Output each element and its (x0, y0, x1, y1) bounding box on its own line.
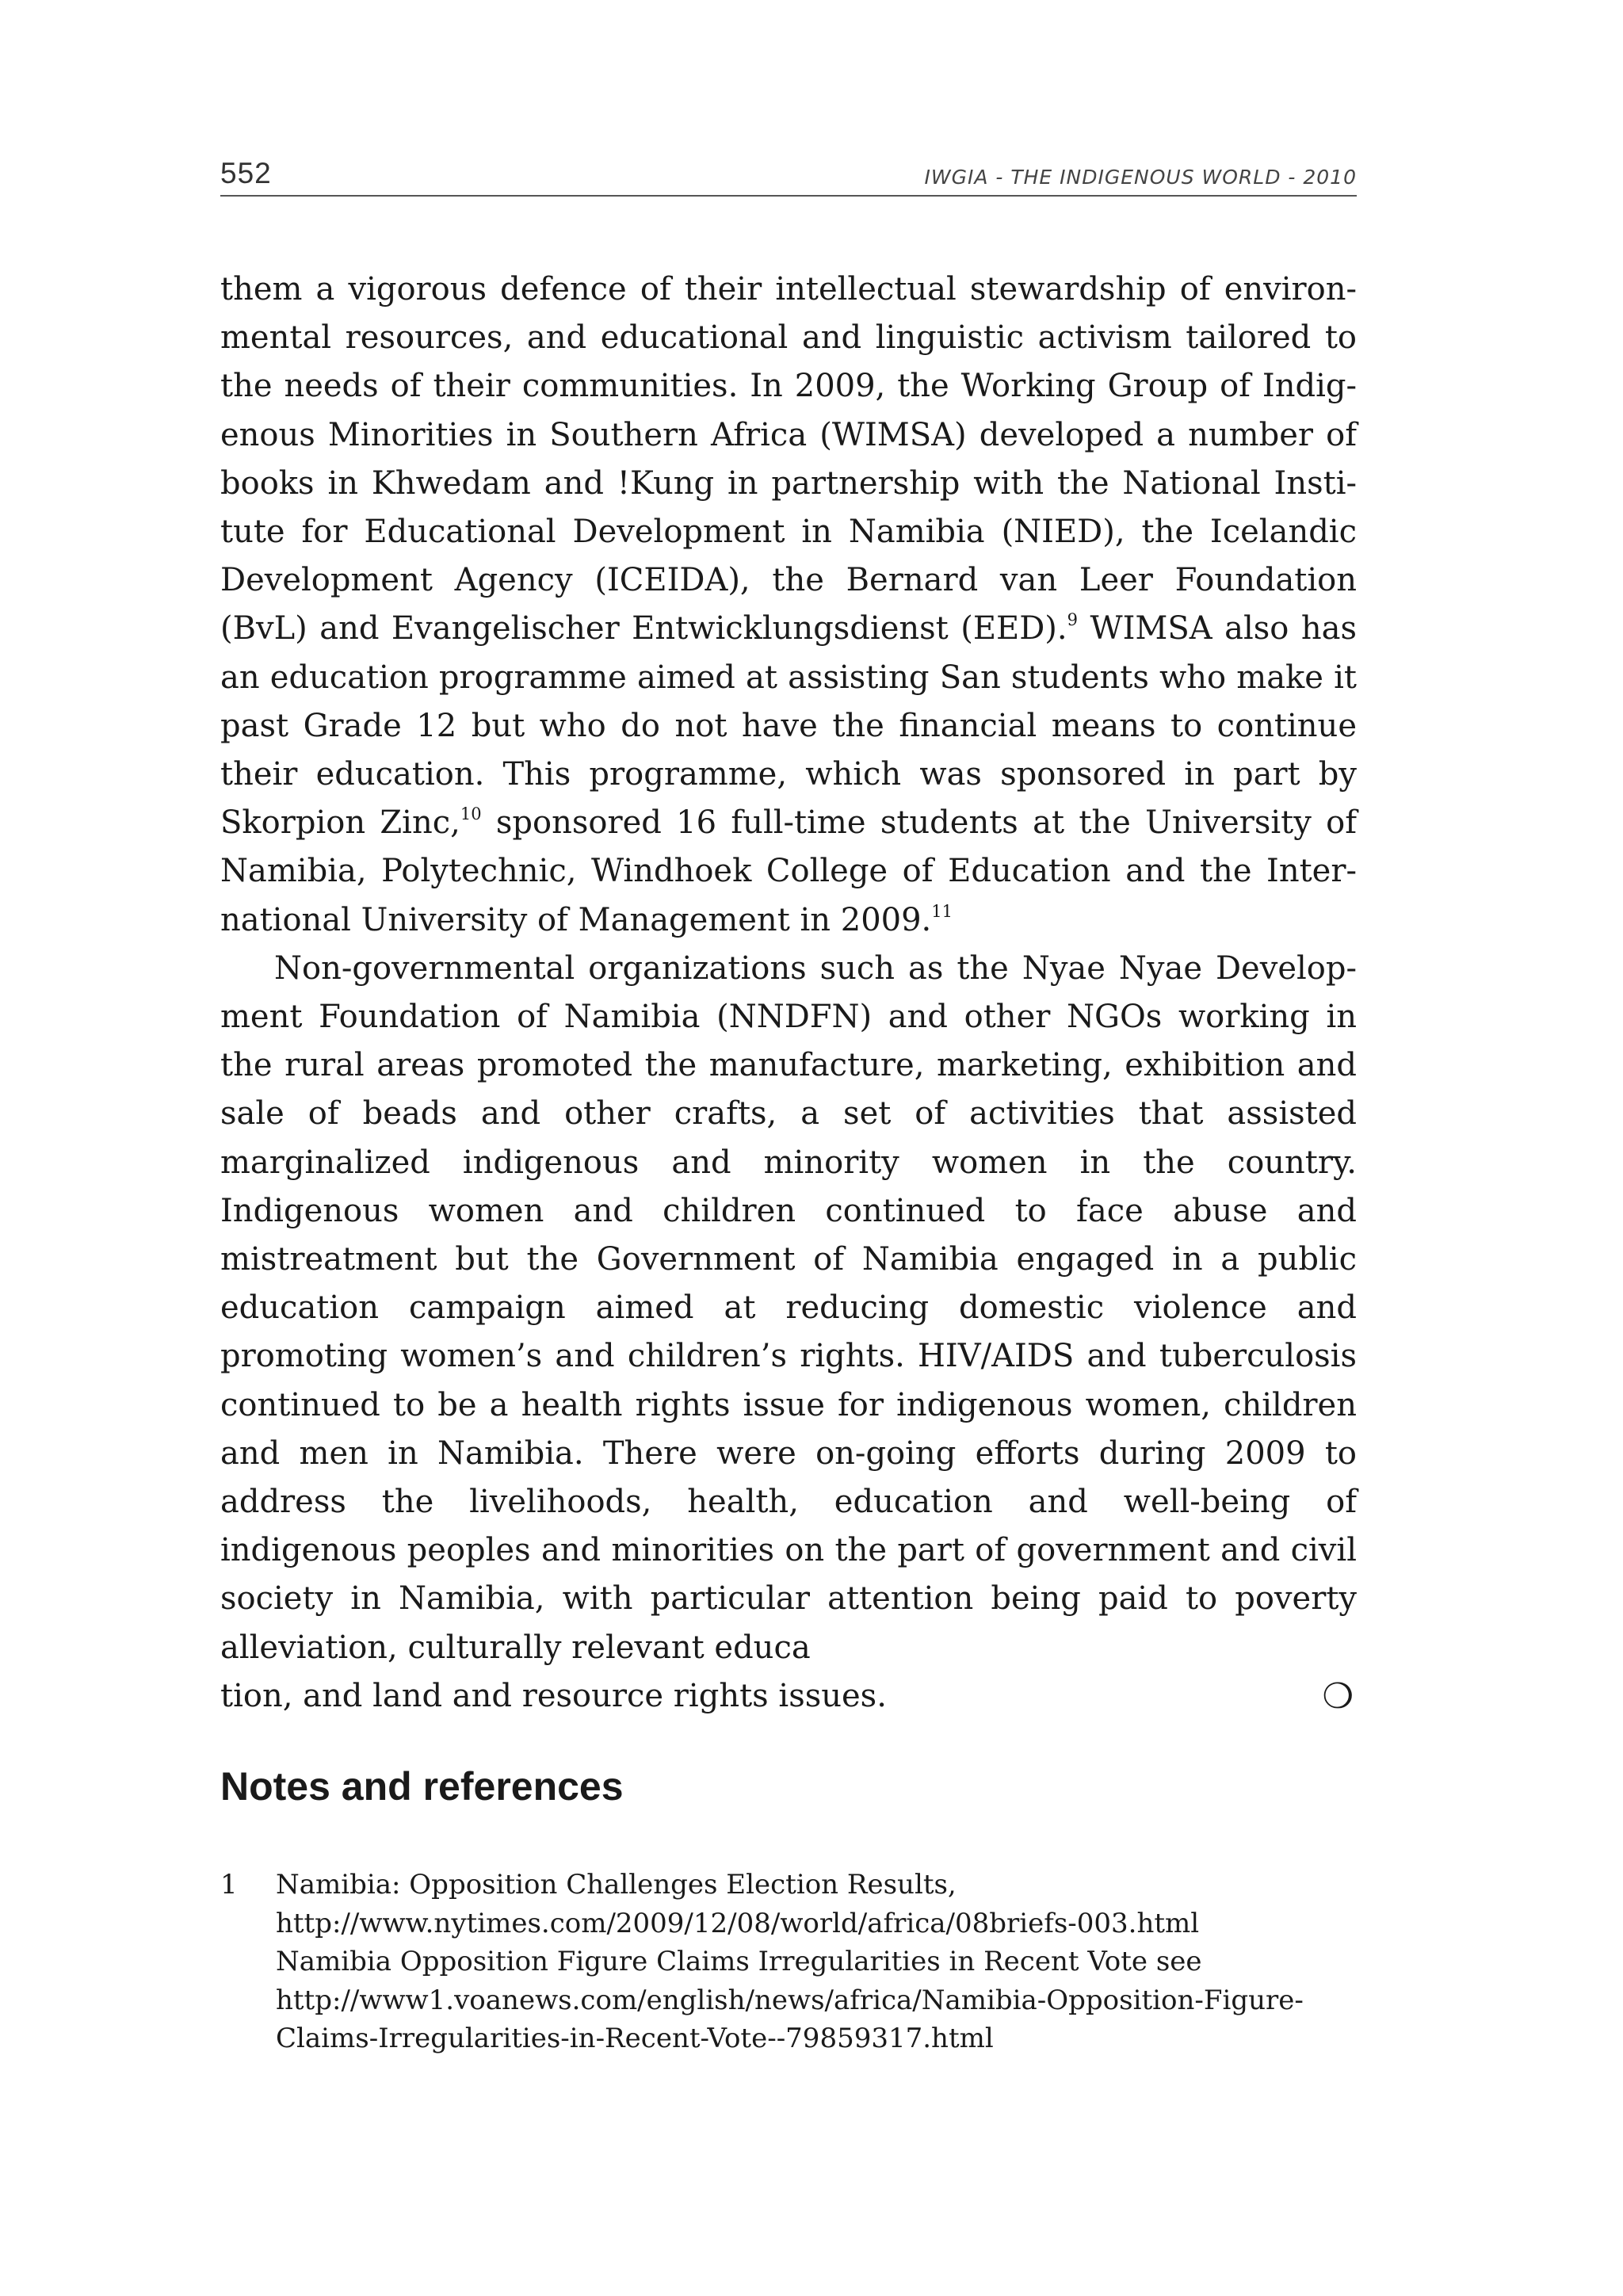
notes-heading: Notes and references (220, 1764, 624, 1809)
journal-title: IWGIA - THE INDIGENOUS WORLD - 2010 (924, 166, 1357, 189)
footnote-ref-11: 11 (931, 901, 953, 921)
paragraph-2 (220, 945, 1357, 1672)
note-body (276, 1866, 1304, 2058)
paragraph-1-text-a: them a vigorous defence of their intellectual stewardship of environmental resources, and educational and linguistic activism tailored to the needs of their communities. In 2009, the Working Group of Indigenous Minorities in Southern Africa (WIMSA) developed a number of books in Khwedam and !Kung in partnership with the National Institute for Educational Development in Namibia (NIED), the Icelandic Development Agency (ICEIDA), the Bernard van Leer Foundation (BvL) and Evangelischer Entwicklungsdienst (EED). (220, 271, 1357, 648)
end-of-article-icon: ❍ (1322, 1675, 1354, 1717)
paragraph-1 (220, 266, 1357, 945)
paragraph-2-final-text: tion, and land and resource rights issues. (220, 1677, 887, 1714)
paragraph-2-text: Non-governmental organizations such as the Nyae Nyae Development Foundation of Namibia (NNDFN) and other NGOs working in the rural areas promoted the manufacture, marketing, exhibition and sale of beads and other crafts, a set of activities that assisted marginalized indigenous and minority women in the country. Indigenous women and children continued to face abuse and mistreatment but the Government of Namibia engaged in a public education campaign aimed at reducing domestic violence and promoting women’s and children’s rights. HIV/AIDS and tuberculosis continued to be a health rights issue for indigenous women, children and men in Namibia. There were on-going efforts during 2009 to address the livelihoods, health, education and well-being of indigenous peoples and minorities on the part of government and civil society in Namibia, with particular attention being paid to poverty alleviation, culturally relevant educa (220, 949, 1357, 1666)
notes-list (220, 1866, 1357, 2058)
note-line-title-2: Namibia Opposition Figure Claims Irregularities in Recent Vote see (276, 1946, 1202, 1977)
note-number: 1 (220, 1869, 238, 1901)
note-item (220, 1866, 1357, 2058)
note-line-url: http://www.nytimes.com/2009/12/08/world/africa/08briefs-003.html (276, 1907, 1200, 1939)
page-number: 552 (220, 157, 272, 189)
note-line-url-2-cont: Claims-Irregularities-in-Recent-Vote--79859317.html (276, 2023, 994, 2054)
note-line-url-2: http://www1.voanews.com/english/news/africa/Namibia-Opposition-Figure- (276, 1984, 1304, 2016)
paragraph-1-text-b: WIMSA also has an education programme aimed at assisting San students who make it past Grade 12 but who do not have the financial means to continue their education. This programme, which was sponsored in part by Skorpion Zinc, (220, 610, 1357, 842)
running-header (220, 151, 1357, 197)
note-line-title: Namibia: Opposition Challenges Election Results, (276, 1869, 957, 1901)
paragraph-2-last-line (220, 1672, 1357, 1721)
footnote-ref-9: 9 (1067, 610, 1079, 630)
body-text (220, 266, 1357, 1721)
paragraph-1-text-c: sponsored 16 full-time students at the University of Namibia, Polytechnic, Windhoek College of Education and the International University of Management in 2009. (220, 804, 1357, 938)
footnote-ref-10: 10 (460, 804, 482, 824)
